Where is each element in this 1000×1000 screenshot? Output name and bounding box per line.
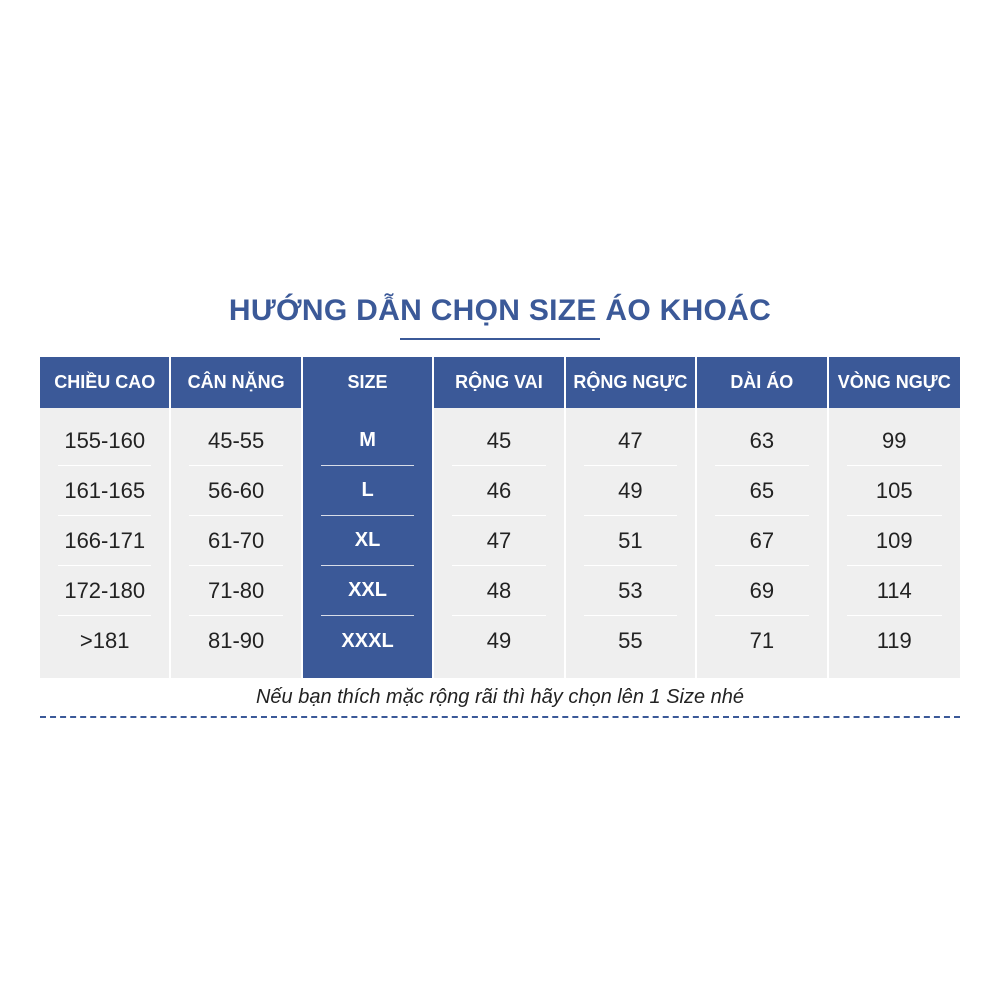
table-cell: 47 (452, 516, 545, 566)
table-cell: 56-60 (189, 466, 282, 516)
table-cell: 45-55 (189, 416, 282, 466)
table-cell: 49 (584, 466, 677, 516)
table-cell: 166-171 (58, 516, 151, 566)
page-title: HƯỚNG DẪN CHỌN SIZE ÁO KHOÁC (228, 294, 772, 327)
table-cell: 48 (452, 566, 545, 616)
table-cell: 46 (452, 466, 545, 516)
table-cell: 114 (847, 566, 942, 616)
table-cell: 161-165 (58, 466, 151, 516)
table-cell: 71 (749, 628, 775, 653)
size-cell: XXL (321, 566, 414, 616)
table-cell: 172-180 (58, 566, 151, 616)
table-cell: 55 (618, 628, 643, 653)
dashed-divider (40, 716, 960, 718)
table-cell: 61-70 (189, 516, 282, 566)
header-chest-width: RỘNG NGỰC (566, 357, 697, 408)
header-size: SIZE (303, 357, 434, 408)
table-cell: 105 (847, 466, 942, 516)
column-length (697, 408, 828, 678)
table-cell: 65 (715, 466, 808, 516)
header-weight: CÂN NẶNG (171, 357, 302, 408)
table-cell: 67 (715, 516, 808, 566)
header-length: DÀI ÁO (697, 357, 828, 408)
table-header-row (40, 357, 960, 408)
column-height (40, 408, 171, 678)
size-cell: XL (321, 516, 414, 566)
table-cell: 109 (847, 516, 942, 566)
size-cell: XXXL (341, 629, 394, 652)
size-table (40, 357, 960, 678)
table-cell: 81-90 (207, 628, 265, 653)
table-cell: 63 (715, 416, 808, 466)
table-cell: 71-80 (189, 566, 282, 616)
table-body (40, 408, 960, 678)
column-chest-circumference (829, 408, 960, 678)
table-cell: 47 (584, 416, 677, 466)
table-cell: 69 (715, 566, 808, 616)
table-cell: 49 (486, 628, 512, 653)
header-shoulder-width: RỘNG VAI (434, 357, 565, 408)
column-chest-width (566, 408, 697, 678)
header-chest-circumference: VÒNG NGỰC (829, 357, 960, 408)
column-shoulder-width (434, 408, 565, 678)
table-cell: 45 (452, 416, 545, 466)
size-cell: L (321, 466, 414, 516)
table-cell: 99 (847, 416, 942, 466)
column-size (303, 408, 434, 678)
size-cell: M (321, 416, 414, 466)
table-cell: 51 (584, 516, 677, 566)
header-height: CHIỀU CAO (40, 357, 171, 408)
table-cell: >181 (79, 628, 130, 653)
column-weight (171, 408, 302, 678)
table-cell: 155-160 (58, 416, 151, 466)
table-cell: 53 (584, 566, 677, 616)
title-underline (400, 338, 600, 340)
table-cell: 119 (876, 628, 912, 653)
size-note: Nếu bạn thích mặc rộng rãi thì hãy chọn lên 1 Size nhé (255, 686, 745, 708)
